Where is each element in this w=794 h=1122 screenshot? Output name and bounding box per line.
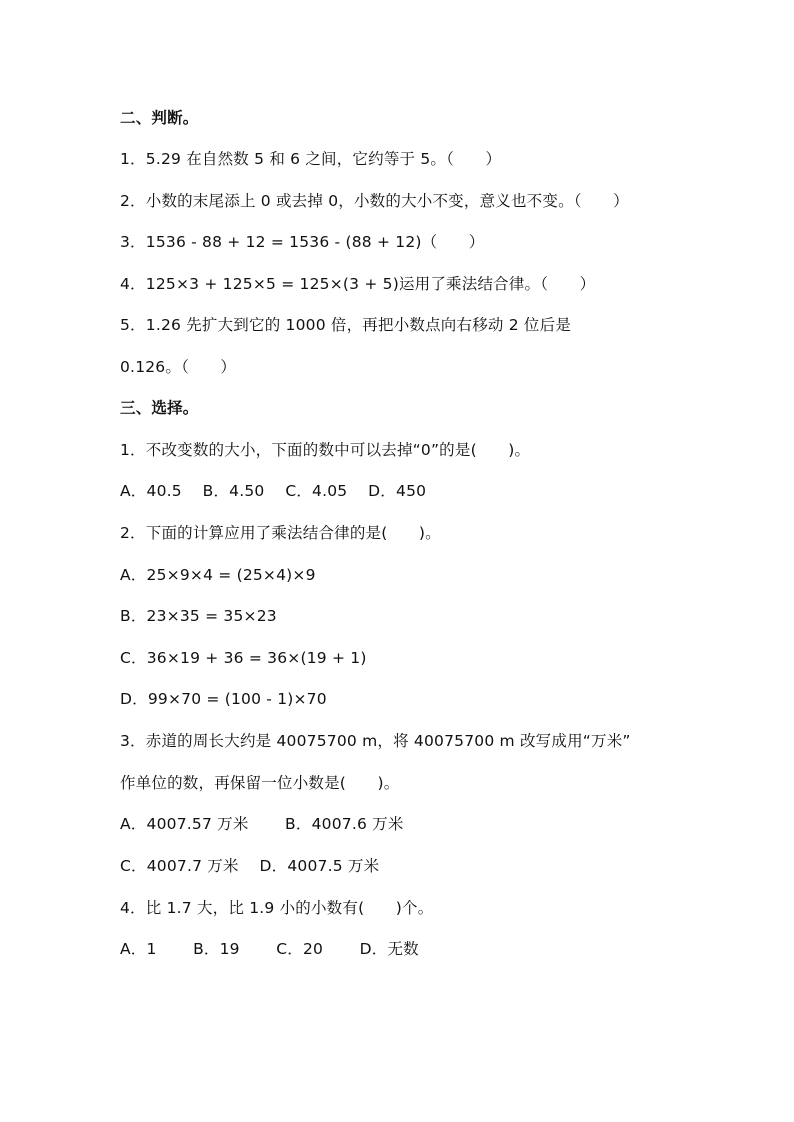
choice-q4-stem: 4．比 1.7 大，比 1.9 小的小数有( )个。: [120, 899, 434, 917]
choice-q4-options: A．1 B．19 C．20 D．无数: [120, 940, 419, 958]
choice-q3-options-line1: A．4007.57 万米 B．4007.6 万米: [120, 815, 404, 833]
choice-q2-option-b: B．23×35 = 35×23: [120, 607, 277, 625]
choice-q2-option-a: A．25×9×4 = (25×4)×9: [120, 566, 316, 584]
judgement-item-5-line1: 5．1.26 先扩大到它的 1000 倍，再把小数点向右移动 2 位后是: [120, 316, 572, 334]
section-heading-choice: 三、选择。: [120, 399, 199, 417]
choice-q3-stem-line1: 3．赤道的周长大约是 40075700 m，将 40075700 m 改写成用“万米”: [120, 732, 631, 750]
judgement-item-5-line2: 0.126。（ ）: [120, 358, 237, 376]
choice-q3-stem-line2: 作单位的数，再保留一位小数是( )。: [120, 774, 400, 792]
choice-q1-stem: 1．不改变数的大小，下面的数中可以去掉“0”的是( )。: [120, 441, 531, 459]
choice-q2-stem: 2．下面的计算应用了乘法结合律的是( )。: [120, 524, 441, 542]
choice-q2-option-d: D．99×70 = (100 - 1)×70: [120, 690, 327, 708]
judgement-item-1: 1．5.29 在自然数 5 和 6 之间，它约等于 5。（ ）: [120, 150, 502, 168]
section-heading-judgement: 二、判断。: [120, 109, 199, 127]
choice-q2-option-c: C．36×19 + 36 = 36×(19 + 1): [120, 649, 367, 667]
judgement-item-4: 4．125×3 + 125×5 = 125×(3 + 5)运用了乘法结合律。（ ）: [120, 275, 596, 293]
judgement-item-3: 3．1536 - 88 + 12 = 1536 - (88 + 12)（ ）: [120, 233, 485, 251]
choice-q3-options-line2: C．4007.7 万米 D．4007.5 万米: [120, 857, 380, 875]
judgement-item-2: 2．小数的末尾添上 0 或去掉 0，小数的大小不变，意义也不变。（ ）: [120, 192, 629, 210]
choice-q1-options: A．40.5 B．4.50 C．4.05 D．450: [120, 482, 427, 500]
